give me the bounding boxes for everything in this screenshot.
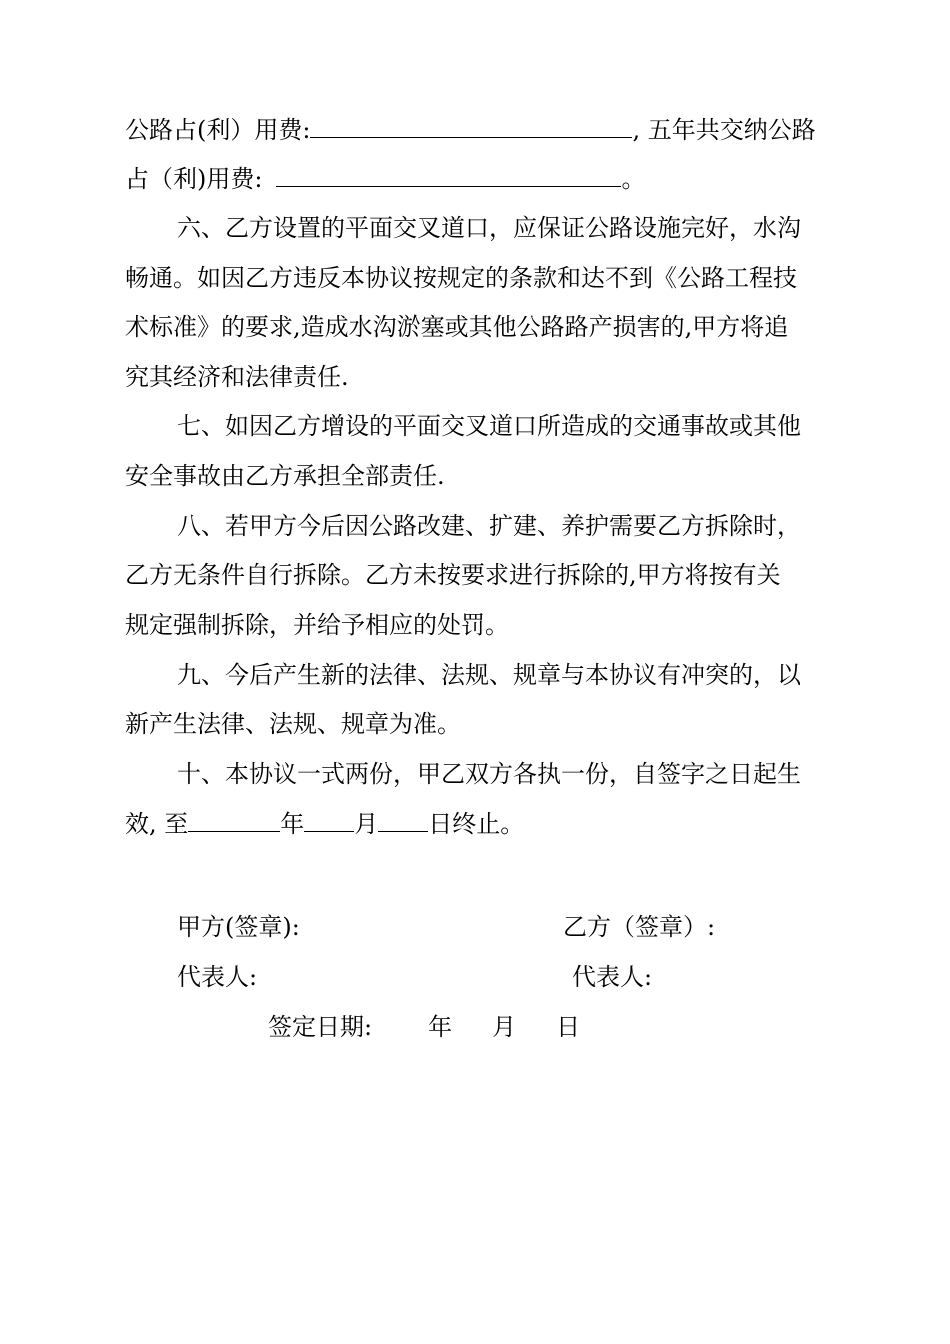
end-day-blank[interactable] <box>378 809 428 832</box>
term-year-label: 年 <box>280 810 305 838</box>
clause-8-line-1: 八、若甲方今后因公路改建、扩建、养护需要乙方拆除时， <box>177 512 801 540</box>
term-day-end: 日终止。 <box>428 810 525 838</box>
signing-date-label: 签定日期: <box>268 1013 373 1041</box>
clause-8-line-2: 乙方无条件自行拆除。乙方未按要求进行拆除的,甲方将按有关 <box>125 561 781 589</box>
fee-blank-1[interactable] <box>310 115 632 138</box>
fee-label-1: 公路占(利）用费: <box>125 116 311 144</box>
clause-8-line-3: 规定强制拆除，并给予相应的处罚。 <box>125 611 509 639</box>
signing-year: 年 <box>428 1013 453 1041</box>
signing-date <box>268 1011 580 1043</box>
clause-7-line-1: 七、如因乙方增设的平面交叉道口所造成的交通事故或其他 <box>177 412 801 440</box>
clause-10-line-2 <box>125 808 524 840</box>
fee-text-2: 。 <box>621 165 646 193</box>
fee-line-1 <box>125 114 816 146</box>
clause-9-line-2: 新产生法律、法规、规章为准。 <box>125 710 461 738</box>
party-a-representative: 代表人: <box>177 963 258 991</box>
clause-9-line-1: 九、今后产生新的法律、法规、规章与本协议有冲突的，以 <box>177 661 801 689</box>
party-b-representative: 代表人: <box>572 963 653 991</box>
end-month-blank[interactable] <box>304 809 354 832</box>
end-year-blank[interactable] <box>188 809 280 832</box>
party-a-seal: 甲方(签章): <box>177 913 300 941</box>
term-month-label: 月 <box>354 810 379 838</box>
clause-6-line-3: 术标准》的要求,造成水沟淤塞或其他公路路产损害的,甲方将追 <box>125 313 789 341</box>
clause-7-line-2: 安全事故由乙方承担全部责任. <box>125 462 445 490</box>
fee-blank-2[interactable] <box>276 164 621 187</box>
clause-6-line-1: 六、乙方设置的平面交叉道口，应保证公路设施完好，水沟 <box>177 214 801 242</box>
fee-label-2: 占（利)用费: <box>125 165 263 193</box>
clause-6-line-4: 究其经济和法律责任. <box>125 363 349 391</box>
party-b-seal: 乙方（签章）: <box>563 913 716 941</box>
clause-10-line-1: 十、本协议一式两份，甲乙双方各执一份，自签字之日起生 <box>177 760 801 788</box>
fee-text-1: , 五年共交纳公路 <box>632 116 816 144</box>
fee-line-2 <box>125 163 645 195</box>
signing-month: 月 <box>492 1013 517 1041</box>
term-prefix: 效, 至 <box>125 810 189 838</box>
signing-day: 日 <box>556 1013 581 1041</box>
clause-6-line-2: 畅通。如因乙方违反本协议按规定的条款和达不到《公路工程技 <box>125 264 797 292</box>
